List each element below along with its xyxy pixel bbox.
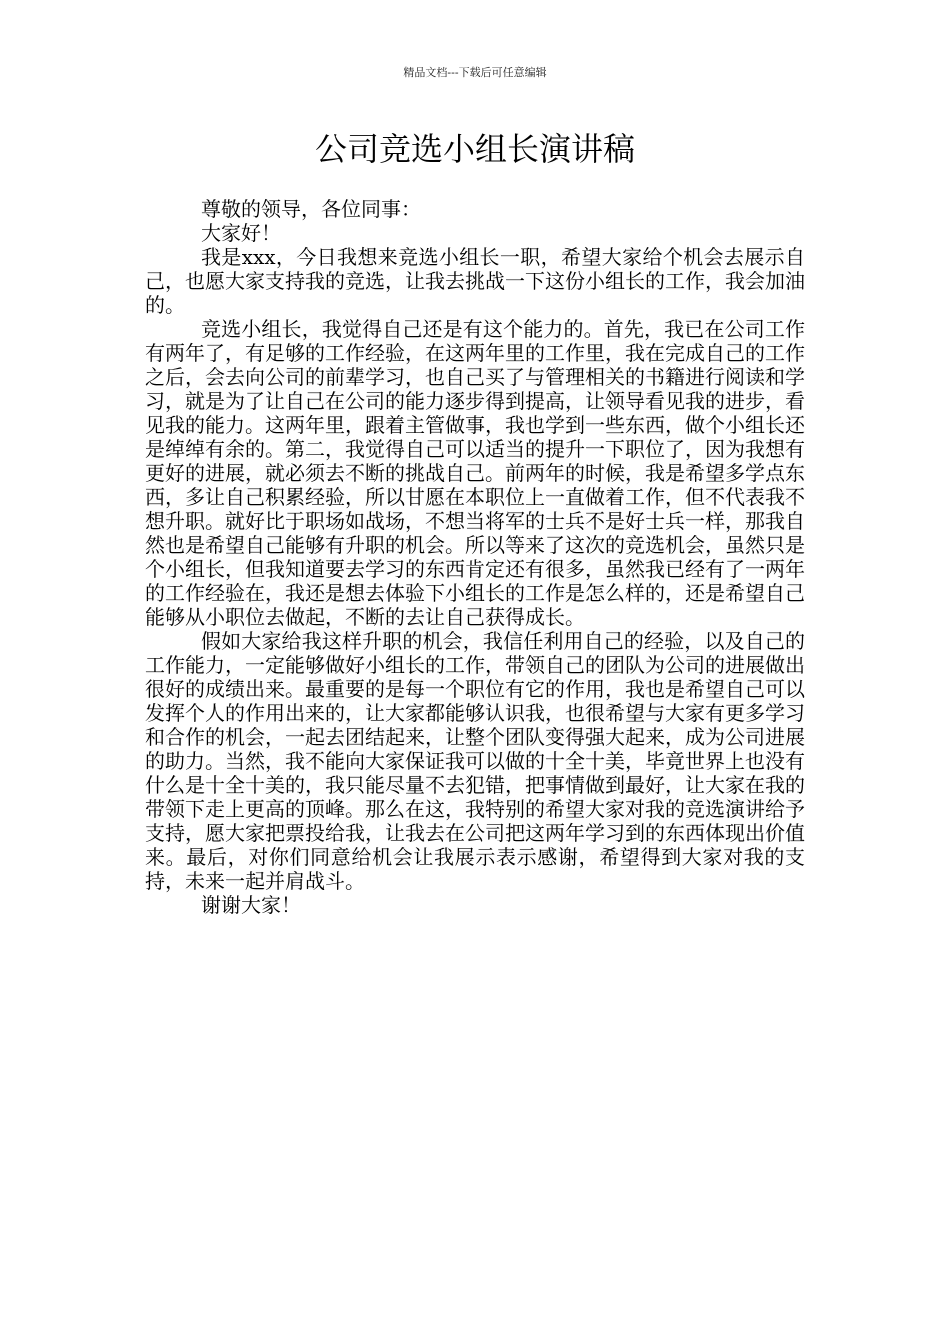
document-title: 公司竞选小组长演讲稿: [314, 130, 635, 168]
salutation: 尊敬的领导，各位同事：: [201, 197, 421, 221]
document-body: [145, 197, 805, 917]
body-paragraph-promise: 假如大家给我这样升职的机会，我信任利用自己的经验，以及自己的工作能力，一定能够做好小组长的工作，带领自己的团队为公司的进展做出很好的成绩出来。最重要的是每一个职位有它的作用，我也是希望自己可以发挥个人的作用出来的，让大家都能够认识我，也很希望与大家有更多学习和合作的机会，一起去团结起来，让整个团队变得强大起来，成为公司进展的助力。当然，我不能向大家保证我可以做的十全十美，毕竟世界上也没有什么是十全十美的，我只能尽量不去犯错，把事情做到最好，让大家在我的带领下走上更高的顶峰。那么在这，我特别的希望大家对我的竞选演讲给予支持，愿大家把票投给我，让我去在公司把这两年学习到的东西体现出价值来。最后，对你们同意给机会让我展示表示感谢，希望得到大家对我的支持，未来一起并肩战斗。: [145, 629, 805, 893]
greeting: 大家好！: [201, 221, 281, 245]
closing-thanks: 谢谢大家！: [201, 893, 301, 917]
header-note: 精品文档---下载后可任意编辑: [403, 66, 547, 79]
body-paragraph-ability: 竞选小组长，我觉得自己还是有这个能力的。首先，我已在公司工作有两年了，有足够的工作经验，在这两年里的工作里，我在完成自己的工作之后，会去向公司的前辈学习，也自己买了与管理相关的书籍进行阅读和学习，就是为了让自己在公司的能力逐步得到提高，让领导看见我的进步，看见我的能力。这两年里，跟着主管做事，我也学到一些东西，做个小组长还是绰绰有余的。第二，我觉得自己可以适当的提升一下职位了，因为我想有更好的进展，就必须去不断的挑战自己。前两年的时候，我是希望多学点东西，多让自己积累经验，所以甘愿在本职位上一直做着工作，但不代表我不想升职。就好比于职场如战场，不想当将军的士兵不是好士兵一样，那我自然也是希望自己能够有升职的机会。所以等来了这次的竞选机会，虽然只是个小组长，但我知道要去学习的东西肯定还有很多，虽然我已经有了一两年的工作经验在，我还是想去体验下小组长的工作是怎么样的，还是希望自己能够从小职位去做起，不断的去让自己获得成长。: [145, 317, 805, 629]
body-paragraph-intro: 我是xxx，今日我想来竞选小组长一职，希望大家给个机会去展示自己，也愿大家支持我的竞选，让我去挑战一下这份小组长的工作，我会加油的。: [145, 245, 805, 317]
